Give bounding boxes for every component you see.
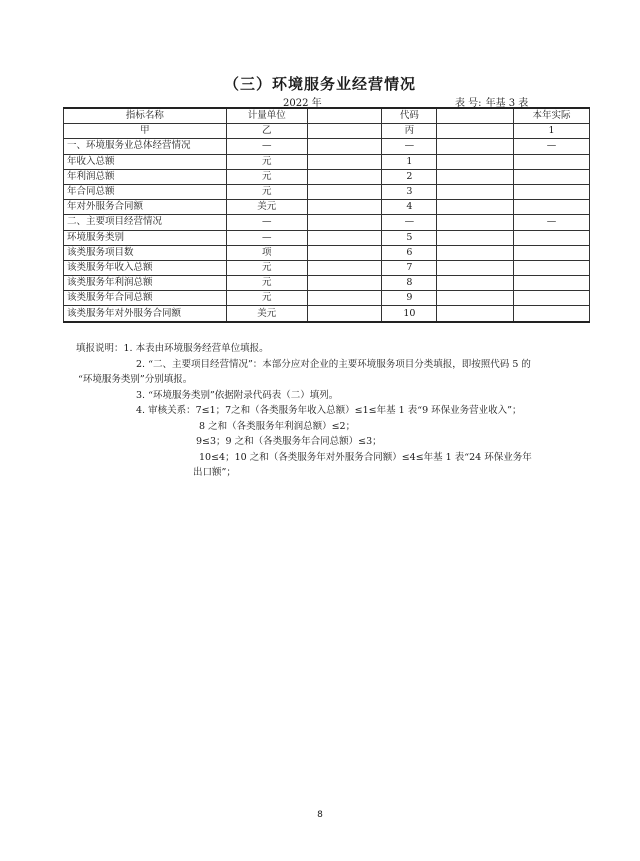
blank-cell xyxy=(437,215,514,230)
actual-value-cell: — xyxy=(514,139,590,154)
blank-cell xyxy=(307,276,382,291)
table-row xyxy=(64,200,590,215)
instruction-line: 9≤3；9 之和（各类服务年合同总额）≤3； xyxy=(196,436,382,447)
actual-value-cell xyxy=(514,154,590,169)
table-row xyxy=(64,230,590,245)
blank-cell xyxy=(437,200,514,215)
blank-cell xyxy=(307,306,382,322)
filling-instructions xyxy=(76,341,596,481)
table-header-row xyxy=(64,108,590,124)
indicator-name-cell: 该类服务项目数 xyxy=(64,245,227,260)
header-blank-1 xyxy=(307,108,382,124)
actual-value-cell: — xyxy=(514,215,590,230)
unit-cell: 美元 xyxy=(226,200,307,215)
indicator-name-cell: 年收入总额 xyxy=(64,154,227,169)
blank-cell xyxy=(437,291,514,306)
unit-cell: 美元 xyxy=(226,306,307,322)
column-key-cell: 1 xyxy=(514,124,590,139)
blank-cell xyxy=(307,230,382,245)
blank-cell xyxy=(437,169,514,184)
code-cell: 1 xyxy=(382,154,437,169)
indicator-table xyxy=(63,107,590,323)
indicator-name-cell: 年利润总额 xyxy=(64,169,227,184)
actual-value-cell xyxy=(514,276,590,291)
column-key-row xyxy=(64,124,590,139)
indicator-name-cell: 该类服务年合同总额 xyxy=(64,291,227,306)
column-key-cell xyxy=(437,124,514,139)
column-key-cell: 丙 xyxy=(382,124,437,139)
code-cell: 10 xyxy=(382,306,437,322)
header-blank-2 xyxy=(437,108,514,124)
table-row xyxy=(64,169,590,184)
indicator-name-cell: 一、环境服务业总体经营情况 xyxy=(64,139,227,154)
unit-cell: 元 xyxy=(226,184,307,199)
table-row xyxy=(64,184,590,199)
instruction-line: 出口额”； xyxy=(193,467,236,478)
instruction-line: “环境服务类别”分别填报。 xyxy=(78,374,193,385)
blank-cell xyxy=(307,291,382,306)
blank-cell xyxy=(437,154,514,169)
header-unit: 计量单位 xyxy=(226,108,307,124)
table-row xyxy=(64,260,590,275)
unit-cell: — xyxy=(226,230,307,245)
instruction-line: 2. “二、主要项目经营情况”：本部分应对企业的主要环境服务项目分类填报，即按照代码 5 的 xyxy=(136,358,531,370)
blank-cell xyxy=(307,200,382,215)
blank-cell xyxy=(437,306,514,322)
table-row xyxy=(64,245,590,260)
blank-cell xyxy=(307,184,382,199)
form-number-value: 年基 3 表 xyxy=(485,98,529,109)
form-number-label: 表 号: xyxy=(455,98,482,109)
blank-cell xyxy=(307,215,382,230)
blank-cell xyxy=(437,260,514,275)
page-number: 8 xyxy=(317,810,323,820)
indicator-name-cell: 二、主要项目经营情况 xyxy=(64,215,227,230)
indicator-name-cell: 年对外服务合同额 xyxy=(64,200,227,215)
unit-cell: 项 xyxy=(226,245,307,260)
blank-cell xyxy=(307,245,382,260)
unit-cell: 元 xyxy=(226,291,307,306)
unit-cell: — xyxy=(226,215,307,230)
blank-cell xyxy=(437,139,514,154)
code-cell: 9 xyxy=(382,291,437,306)
blank-cell xyxy=(437,245,514,260)
unit-cell: 元 xyxy=(226,154,307,169)
header-indicator-name: 指标名称 xyxy=(64,108,227,124)
unit-cell: — xyxy=(226,139,307,154)
actual-value-cell xyxy=(514,230,590,245)
unit-cell: 元 xyxy=(226,276,307,291)
code-cell: 8 xyxy=(382,276,437,291)
blank-cell xyxy=(437,276,514,291)
indicator-name-cell: 该类服务年利润总额 xyxy=(64,276,227,291)
actual-value-cell xyxy=(514,306,590,322)
blank-cell xyxy=(307,139,382,154)
code-cell: 5 xyxy=(382,230,437,245)
column-key-cell: 甲 xyxy=(64,124,227,139)
report-year: 2022 年 xyxy=(283,98,322,109)
code-cell: 3 xyxy=(382,184,437,199)
table-row xyxy=(64,276,590,291)
table-row xyxy=(64,215,590,230)
indicator-name-cell: 环境服务类别 xyxy=(64,230,227,245)
code-cell: 7 xyxy=(382,260,437,275)
table-row xyxy=(64,306,590,322)
header-code: 代码 xyxy=(382,108,437,124)
blank-cell xyxy=(437,230,514,245)
actual-value-cell xyxy=(514,291,590,306)
actual-value-cell xyxy=(514,169,590,184)
unit-cell: 元 xyxy=(226,260,307,275)
actual-value-cell xyxy=(514,245,590,260)
code-cell: — xyxy=(382,139,437,154)
blank-cell xyxy=(307,169,382,184)
column-key-cell: 乙 xyxy=(226,124,307,139)
actual-value-cell xyxy=(514,184,590,199)
code-cell: 4 xyxy=(382,200,437,215)
indicator-name-cell: 年合同总额 xyxy=(64,184,227,199)
actual-value-cell xyxy=(514,200,590,215)
instruction-line: 8 之和（各类服务年利润总额）≤2； xyxy=(199,420,356,432)
column-key-cell xyxy=(307,124,382,139)
table-row xyxy=(64,291,590,306)
unit-cell: 元 xyxy=(226,169,307,184)
code-cell: 6 xyxy=(382,245,437,260)
page-title: （三）环境服务业经营情况 xyxy=(223,75,416,93)
code-cell: 2 xyxy=(382,169,437,184)
table-row xyxy=(64,139,590,154)
code-cell: — xyxy=(382,215,437,230)
blank-cell xyxy=(437,184,514,199)
actual-value-cell xyxy=(514,260,590,275)
indicator-name-cell: 该类服务年对外服务合同额 xyxy=(64,306,227,322)
instruction-line: 4. 审核关系：7≤1；7之和（各类服务年收入总额）≤1≤年基 1 表“9 环保业务营业收入”； xyxy=(136,405,522,416)
instruction-line: 填报说明：1. 本表由环境服务经营单位填报。 xyxy=(76,343,269,354)
blank-cell xyxy=(307,154,382,169)
table-row xyxy=(64,154,590,169)
instruction-line: 3. “环境服务类别”依据附录代码表（二）填列。 xyxy=(136,389,339,401)
instruction-line: 10≤4；10 之和（各类服务年对外服务合同额）≤4≤年基 1 表“24 环保业务年 xyxy=(199,451,532,463)
blank-cell xyxy=(307,260,382,275)
header-actual: 本年实际 xyxy=(514,108,590,124)
indicator-name-cell: 该类服务年收入总额 xyxy=(64,260,227,275)
